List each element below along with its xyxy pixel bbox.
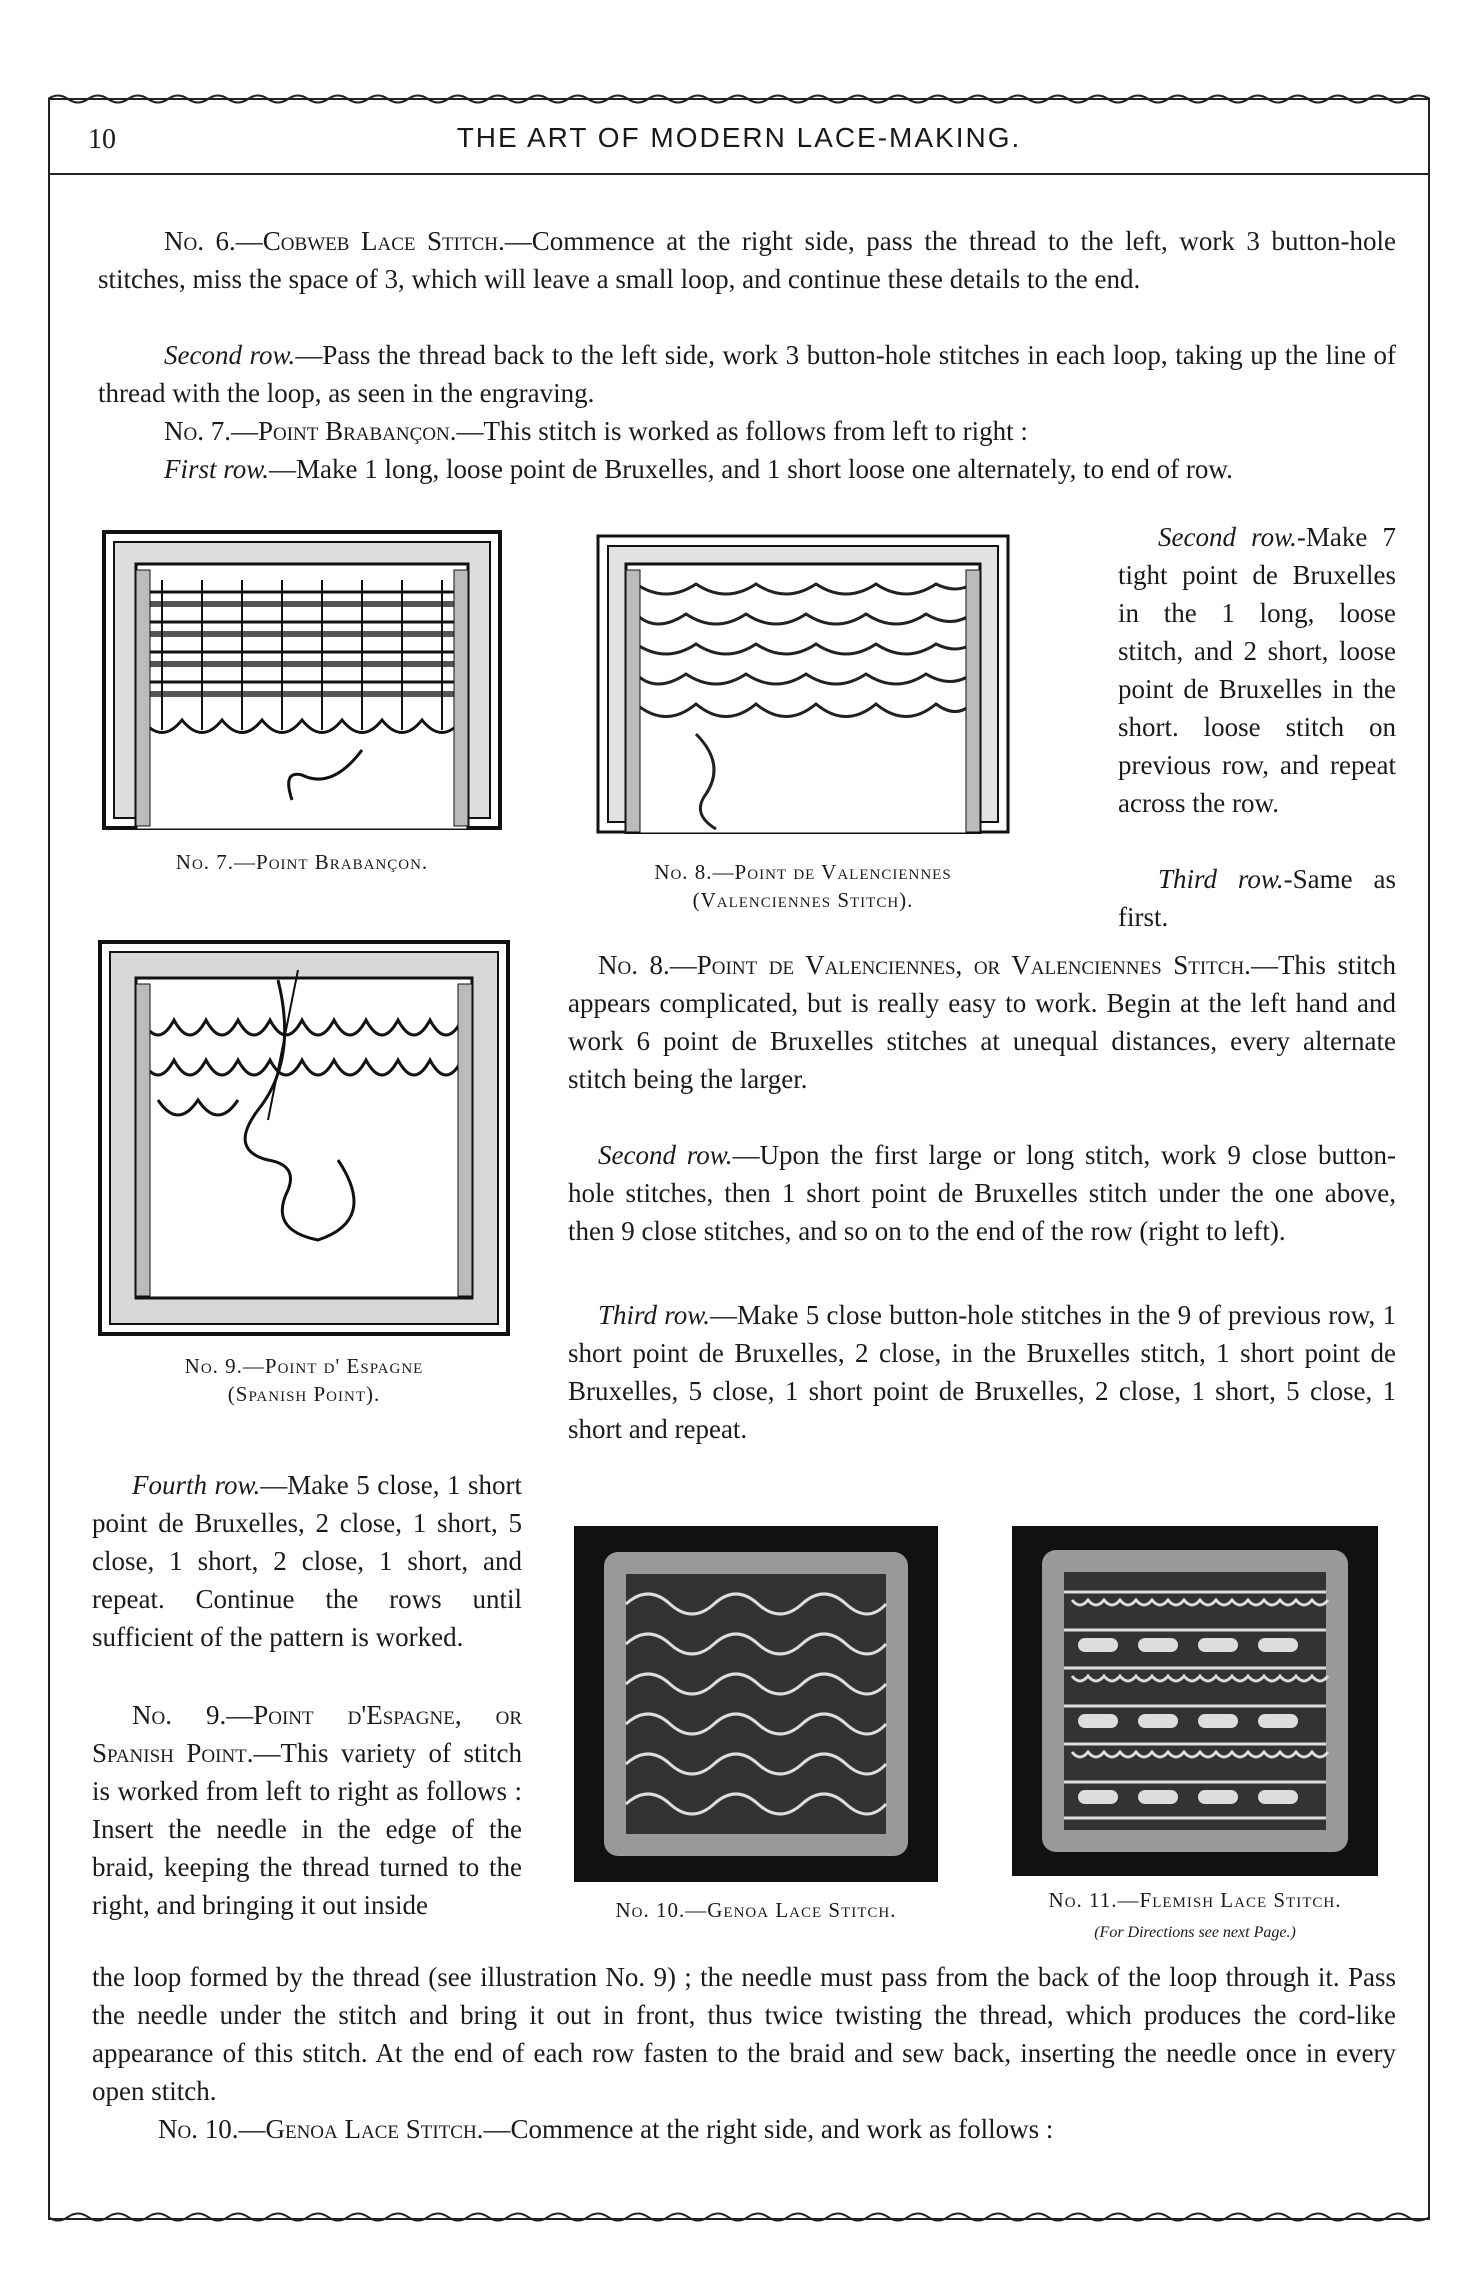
paragraph-valenciennes: No. 8.—Point de Valenciennes, or Valenciennes Stitch.—This stitch appears complicated, but is really easy to work. Begin at the left hand and work 6 point de Bruxelles stitches at unequal distances, every alternate stitch being the larger. [568,950,1396,1094]
page-number: 10 [88,124,116,155]
caption-figure-7: No. 7.—Point Brabançon. [175,850,429,874]
paragraph-brabancon: No. 7.—Point Brabançon.—This stitch is worked as follows from left to right : [164,416,1028,446]
caption-figure-8-line2: (Valenciennes Stitch). [692,888,914,912]
paragraph-valenciennes-third-row: Third row.—Make 5 close button-hole stitches in the 9 of previous row, 1 short point de Bruxelles, 2 close, in the Bruxelles stitch, 1 short point de Bruxelles, 5 close, 1 short point de Bruxelles, 2 close, 1 short, 5 close, 1 short and repeat. [568,1300,1396,1444]
header-rule [50,173,1430,175]
figure-8-point-de-valenciennes [596,534,1010,834]
caption-figure-11-note: (For Directions see next Page.) [1094,1924,1296,1941]
caption-figure-8-line1: No. 8.—Point de Valenciennes [654,860,952,884]
paragraph-cobweb: No. 6.—Cobweb Lace Stitch.—Commence at the right side, pass the thread to the left, work 3 button-hole stitches, miss the space of 3, which will leave a small loop, and continue these details to the end. [98,226,1396,294]
figure-7-point-brabancon [102,530,502,830]
paragraph-brabancon-third-row: Third row.-Same as first. [1118,864,1396,932]
paragraph-genoa: No. 10.—Genoa Lace Stitch.—Commence at the right side, and work as follows : [158,2114,1054,2144]
paragraph-valenciennes-second-row: Second row.—Upon the first large or long stitch, work 9 close button-hole stitches, then 1 short point de Bruxelles stitch under the one above, then 9 close stitches, and so on to the end of the row (right to left). [568,1140,1396,1246]
running-title: THE ART OF MODERN LACE-MAKING. [456,122,1022,153]
bottom-border-ornament [48,2210,1430,2224]
caption-figure-10: No. 10.—Genoa Lace Stitch. [615,1898,897,1922]
figure-11-flemish-lace [1012,1526,1378,1876]
paragraph-brabancon-first-row: First row.—Make 1 long, loose point de Bruxelles, and 1 short loose one alternately, to end of row. [164,454,1233,484]
paragraph-spanish-point-continued: the loop formed by the thread (see illustration No. 9) ; the needle must pass from the back of the loop through it. Pass the needle under the stitch and bring it out in front, thus twice twisting the thread, which produces the cord-like appearance of this stitch. At the end of each row fasten to the braid and sew back, inserting the needle once in every open stitch. [92,1962,1396,2106]
paragraph-cobweb-second-row: Second row.—Pass the thread back to the left side, work 3 button-hole stitches in each loop, taking up the line of thread with the loop, as seen in the engraving. [98,340,1396,408]
figure-9-point-d-espagne [98,940,510,1336]
paragraph-valenciennes-fourth-row: Fourth row.—Make 5 close, 1 short point de Bruxelles, 2 close, 1 short, 5 close, 1 short, 2 close, 1 short, and repeat. Continue the rows until sufficient of the pattern is worked. [92,1470,523,1652]
page-header [48,118,1430,166]
figure-10-genoa-lace [574,1526,938,1882]
caption-figure-9-line1: No. 9.—Point d' Espagne [184,1354,424,1378]
paragraph-spanish-point: No. 9.—Point d'Espagne, or Spanish Point.—This variety of stitch is worked from left to right as follows : Insert the needle in the edge of the braid, keeping the thread turned to the right, and bringing it out inside [92,1700,522,1920]
caption-figure-9-line2: (Spanish Point). [227,1382,381,1406]
caption-figure-11: No. 11.—Flemish Lace Stitch. [1048,1888,1342,1912]
paragraph-brabancon-second-row: Second row.-Make 7 tight point de Bruxelles in the 1 long, loose stitch, and 2 short, loose point de Bruxelles in the short. loose stitch on previous row, and repeat across the row. [1118,522,1397,818]
